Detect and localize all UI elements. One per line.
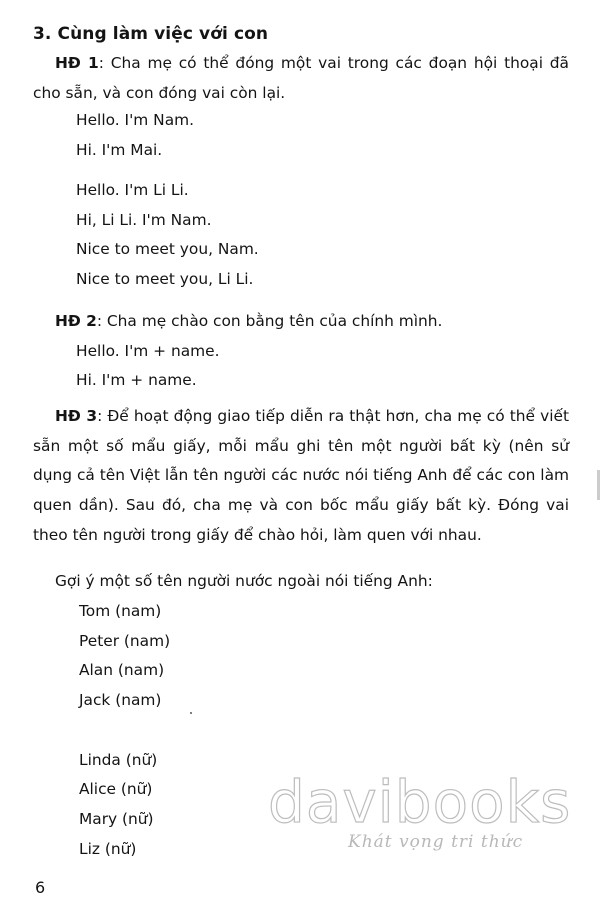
page-number: 6 [35, 878, 46, 897]
hd1-paragraph [33, 49, 569, 108]
name-item: Tom (nam) [79, 602, 162, 620]
hd1-label: HĐ 1 [55, 54, 99, 72]
section-heading: 3. Cùng làm việc với con [33, 24, 269, 44]
dialogue-line: Hello. I'm Nam. [76, 111, 195, 129]
watermark [268, 768, 572, 852]
dialogue-line: Nice to meet you, Nam. [76, 240, 259, 258]
name-item: Mary (nữ) [79, 810, 154, 828]
dialogue-line: Hi. I'm Mai. [76, 141, 163, 159]
hd3-paragraph [33, 402, 569, 551]
name-item: Alice (nữ) [79, 780, 153, 798]
name-item: Liz (nữ) [79, 840, 137, 858]
dialogue-line: Nice to meet you, Li Li. [76, 270, 254, 288]
dialogue-line: Hello. I'm + name. [76, 342, 220, 360]
hd3-text: : Để hoạt động giao tiếp diễn ra thật hơn, cha mẹ có thể viết sẵn một số mẩu giấy, mỗi mẩu ghi tên một người bất kỳ (nên sử dụng cả tên Việt lẫn tên người các nước nói tiếng Anh để các con làm quen dần). Sau đó, cha mẹ và con bốc mẩu giấy bất kỳ. Đóng vai theo tên người trong giấy để chào hỏi, làm quen với nhau. [33, 407, 570, 544]
dialogue-line: Hi. I'm + name. [76, 371, 197, 389]
suggestion-line: Gợi ý một số tên người nước ngoài nói tiếng Anh: [55, 572, 433, 590]
hd2-text: : Cha mẹ chào con bằng tên của chính mình. [96, 312, 443, 330]
name-item: Peter (nam) [79, 632, 171, 650]
dialogue-line: Hello. I'm Li Li. [76, 181, 189, 199]
hd2-paragraph [55, 311, 442, 331]
hd3-label: HĐ 3 [55, 407, 98, 425]
hd1-text: : Cha mẹ có thể đóng một vai trong các đoạn hội thoại đã cho sẵn, và con đóng vai còn lại. [33, 54, 569, 102]
watermark-brand: davibooks [268, 768, 572, 836]
speck [190, 712, 192, 714]
watermark-tagline: Khát vọng tri thức [348, 832, 524, 852]
name-item: Linda (nữ) [79, 751, 158, 769]
dialogue-line: Hi, Li Li. I'm Nam. [76, 211, 212, 229]
hd2-label: HĐ 2 [55, 312, 97, 330]
name-item: Alan (nam) [79, 661, 165, 679]
name-item: Jack (nam) [79, 691, 162, 709]
